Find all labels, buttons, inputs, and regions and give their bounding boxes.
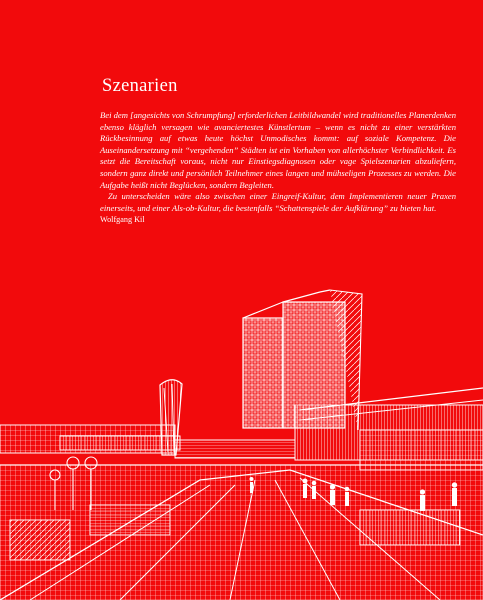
plaza-ground	[0, 465, 483, 600]
essay-text	[100, 110, 456, 226]
essay-paragraph-2: Zu unterscheiden wäre also zwischen einer Eingreif-Kultur, dem Implementieren neuer Praxen einerseits, und einer Als-ob-Kultur, die bestenfalls “Schattenspiele der Aufklärung” zu bieten hat.	[100, 191, 456, 213]
essay-author: Wolfgang Kil	[100, 215, 145, 225]
city-plaza-linework-illustration	[0, 280, 483, 600]
page-title: Szenarien	[102, 76, 178, 97]
low-buildings	[0, 388, 483, 470]
essay-paragraph-1: Bei dem [angesichts von Schrumpfung] erforderlichen Leitbildwandel wird traditionelles Planerdenken ebenso kläglich versagen wie avanciertestes Künstlertum – wenn es nicht zu einer verstärkten Rückbesinnung auf etwas heute höchst Unmodisches kommt: auf soziale Kompetenz. Die Auseinandersetzung mit “vergehenden” Städten ist ein Vorhaben von allerhöchster Verbindlichkeit. Es setzt die Bereitschaft voraus, nicht nur Einstiegsdiagnosen oder vage Spielszenarien abzuliefern, sondern ganz direkt und persönlich Teilnehmer eines langen und mühseligen Prozesses zu werden. Die Aufgabe heißt nicht Beglücken, sondern Begleiten.	[100, 110, 456, 190]
